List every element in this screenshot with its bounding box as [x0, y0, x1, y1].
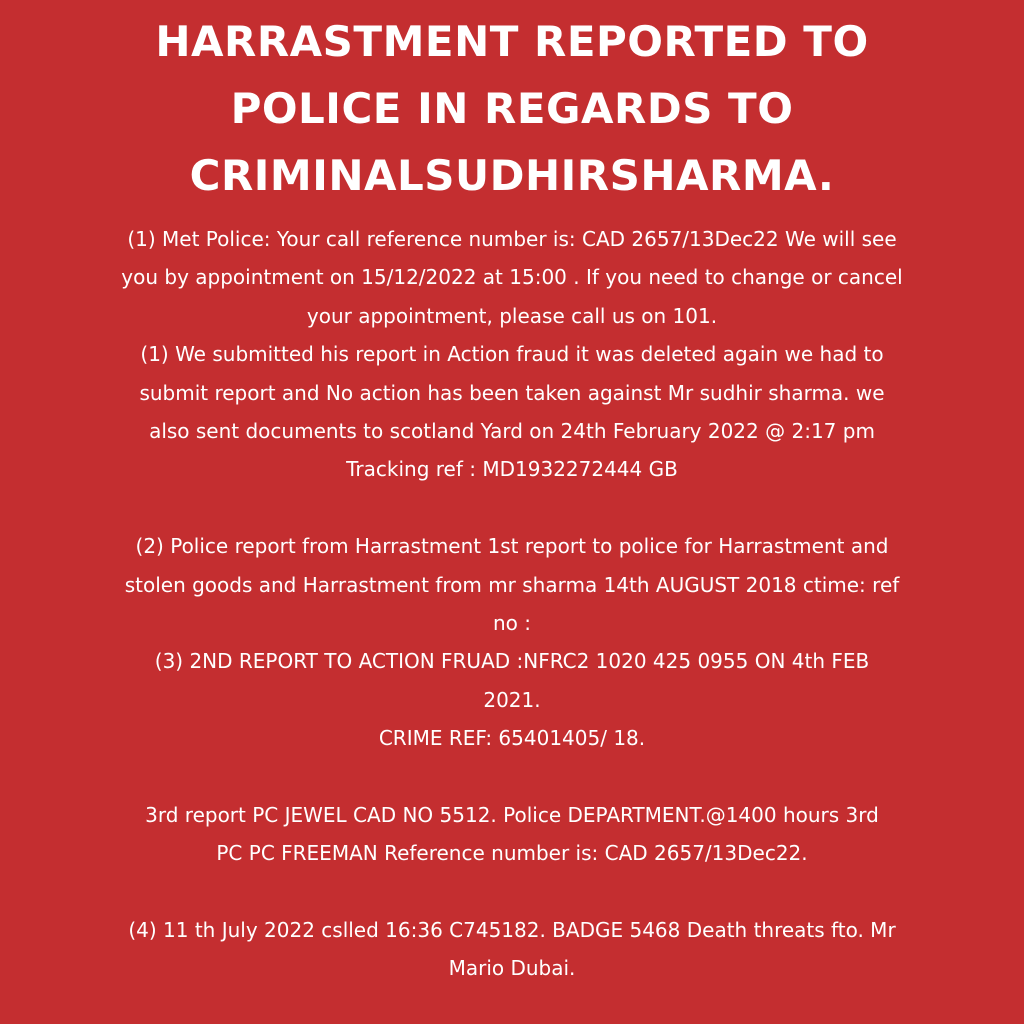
body-line: 3rd report PC JEWEL CAD NO 5512. Police DEPARTMENT.@1400 hours 3rd: [145, 802, 879, 827]
body-line: (1) Met Police: Your call reference number is: CAD 2657/13Dec22 We will see: [127, 227, 897, 251]
body-line: (4) 11 th July 2022 cslled 16:36 C745182. BADGE 5468 Death threats fto. Mr: [128, 918, 896, 943]
title-line: POLICE IN REGARDS TO: [230, 84, 794, 133]
body-line: 2021.: [483, 687, 541, 712]
body-line: Tracking ref : MD1932272444 GB: [346, 457, 678, 482]
entry-met-police: [40, 220, 984, 335]
entry-third-report: [40, 796, 984, 873]
spacer: [40, 873, 984, 911]
entry-police-report: [40, 527, 984, 642]
body-line: no :: [492, 610, 531, 635]
title-line: HARRASTMENT REPORTED TO: [155, 17, 869, 66]
body-line: submit report and No action has been taken against Mr sudhir sharma. we: [139, 380, 885, 405]
body-line: Mario Dubai.: [448, 956, 576, 981]
entry-fourth-report: [40, 911, 984, 988]
spacer: [40, 757, 984, 795]
body-line: CRIME REF: 65401405/ 18.: [378, 726, 646, 751]
entry-second-report: [40, 642, 984, 757]
body-line: (3) 2ND REPORT TO ACTION FRUAD :NFRC2 1020 425 0955 ON 4th FEB: [154, 649, 870, 674]
body-line: (2) Police report from Harrastment 1st report to police for Harrastment and: [135, 534, 889, 559]
title-line: CRIMINALSUDHIRSHARMA.: [189, 151, 835, 200]
body-line: also sent documents to scotland Yard on 24th February 2022 @ 2:17 pm: [149, 418, 875, 443]
body-line: (1) We submitted his report in Action fraud it was deleted again we had to: [140, 342, 884, 367]
page-title: [40, 8, 984, 209]
body-line: your appointment, please call us on 101.: [306, 303, 718, 328]
body-line: PC PC FREEMAN Reference number is: CAD 2657/13Dec22.: [216, 841, 808, 866]
body-line: you by appointment on 15/12/2022 at 15:00 . If you need to change or cancel: [121, 265, 903, 290]
report-body: [40, 220, 984, 988]
spacer: [40, 489, 984, 527]
body-line: stolen goods and Harrastment from mr sharma 14th AUGUST 2018 ctime: ref: [124, 572, 900, 597]
entry-action-fraud: [40, 335, 984, 489]
